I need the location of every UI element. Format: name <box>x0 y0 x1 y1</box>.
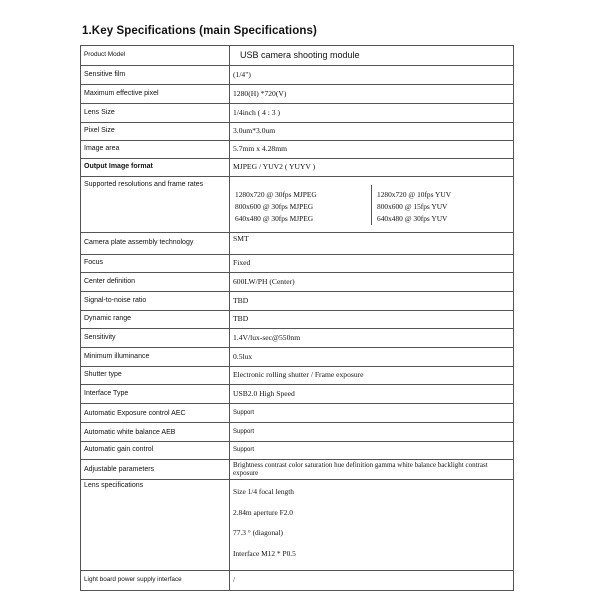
spec-value: TBD <box>230 292 514 311</box>
spec-label: Lens Size <box>81 104 230 123</box>
spec-label: Lens specifications <box>81 480 230 571</box>
spec-value: TBD <box>230 311 514 329</box>
spec-value: 1280(H) *720(V) <box>230 85 514 104</box>
lens-spec-line: 77.3 ° (diagonal) <box>233 528 283 538</box>
page-title: 1.Key Specifications (main Specifications) <box>82 25 317 37</box>
spec-label: Minimum illuminance <box>81 348 230 367</box>
spec-value: Support <box>230 442 514 460</box>
table-row <box>81 85 514 104</box>
spec-label: Sensitivity <box>81 329 230 348</box>
table-row <box>81 66 514 85</box>
spec-value: 600LW/PH (Center) <box>230 273 514 292</box>
table-row <box>81 311 514 329</box>
spec-label: Signal-to-noise ratio <box>81 292 230 311</box>
table-row <box>81 460 514 480</box>
spec-value: 0.5lux <box>230 348 514 367</box>
spec-label: Adjustable parameters <box>81 460 230 480</box>
spec-label: Automatic white balance AEB <box>81 423 230 442</box>
yuv-rate: 800x600 @ 15fps YUV <box>377 201 448 211</box>
spec-label: Center definition <box>81 273 230 292</box>
spec-value: USB2.0 High Speed <box>230 385 514 404</box>
table-row <box>81 177 514 233</box>
mjpeg-rate: 1280x720 @ 30fps MJPEG <box>235 189 317 199</box>
spec-value: (1/4") <box>230 66 514 85</box>
spec-value: Support <box>230 423 514 442</box>
lens-spec-line: 2.84m aperture F2.0 <box>233 507 293 517</box>
mjpeg-column <box>230 185 371 225</box>
spec-value: USB camera shooting module <box>230 46 514 66</box>
lens-spec-line: Size 1/4 focal length <box>233 487 294 496</box>
table-row <box>81 423 514 442</box>
spec-value: SMT <box>230 233 514 255</box>
table-row <box>81 348 514 367</box>
spec-label: Product Model <box>81 46 230 66</box>
spec-value: 1/4inch ( 4 : 3 ) <box>230 104 514 123</box>
spec-value: 5.7mm x 4.28mm <box>230 141 514 159</box>
table-row <box>81 404 514 423</box>
mjpeg-rate: 640x480 @ 30fps MJPEG <box>235 213 314 223</box>
spec-label: Focus <box>81 255 230 273</box>
spec-label: Sensitive film <box>81 66 230 85</box>
lens-spec-line: Interface M12 * P0.5 <box>233 548 296 558</box>
spec-value: Brightness contrast color saturation hue definition gamma white balance backlight contrast exposure <box>230 460 514 480</box>
table-row <box>81 123 514 141</box>
yuv-rate: 640x480 @ 30fps YUV <box>377 213 448 223</box>
mjpeg-rate: 800x600 @ 30fps MJPEG <box>235 201 314 211</box>
spec-label: Output Image format <box>81 159 230 177</box>
table-row <box>81 141 514 159</box>
table-row <box>81 367 514 385</box>
table-row <box>81 46 514 66</box>
table-row <box>81 385 514 404</box>
spec-value: / <box>230 571 514 591</box>
spec-label: Pixel Size <box>81 123 230 141</box>
spec-value: MJPEG / YUV2 ( YUYV ) <box>230 159 514 177</box>
table-row <box>81 104 514 123</box>
yuv-rate: 1280x720 @ 10fps YUV <box>377 189 452 199</box>
spec-label: Camera plate assembly technology <box>81 233 230 255</box>
spec-label: Shutter type <box>81 367 230 385</box>
table-row <box>81 159 514 177</box>
spec-label: Image area <box>81 141 230 159</box>
table-row <box>81 255 514 273</box>
spec-label: Light board power supply interface <box>81 571 230 591</box>
spec-label: Dynamic range <box>81 311 230 329</box>
spec-label: Maximum effective pixel <box>81 85 230 104</box>
spec-label: Interface Type <box>81 385 230 404</box>
table-row <box>81 273 514 292</box>
spec-label: Supported resolutions and frame rates <box>81 177 230 233</box>
spec-value: Electronic rolling shutter / Frame exposure <box>230 367 514 385</box>
spec-value: Fixed <box>230 255 514 273</box>
table-row <box>81 442 514 460</box>
frame-rates-cell <box>230 177 514 233</box>
spec-value: 3.0um*3.0um <box>230 123 514 141</box>
table-row <box>81 480 514 571</box>
table-row <box>81 571 514 591</box>
table-row <box>81 292 514 311</box>
spec-value: Support <box>230 404 514 423</box>
spec-value: 1.4V/lux-sec@550nm <box>230 329 514 348</box>
yuv-column <box>371 185 513 225</box>
table-row <box>81 329 514 348</box>
lens-spec-cell <box>230 480 514 571</box>
table-row <box>81 233 514 255</box>
spec-label: Automatic Exposure control AEC <box>81 404 230 423</box>
spec-label: Automatic gain control <box>81 442 230 460</box>
specifications-table <box>80 45 514 591</box>
